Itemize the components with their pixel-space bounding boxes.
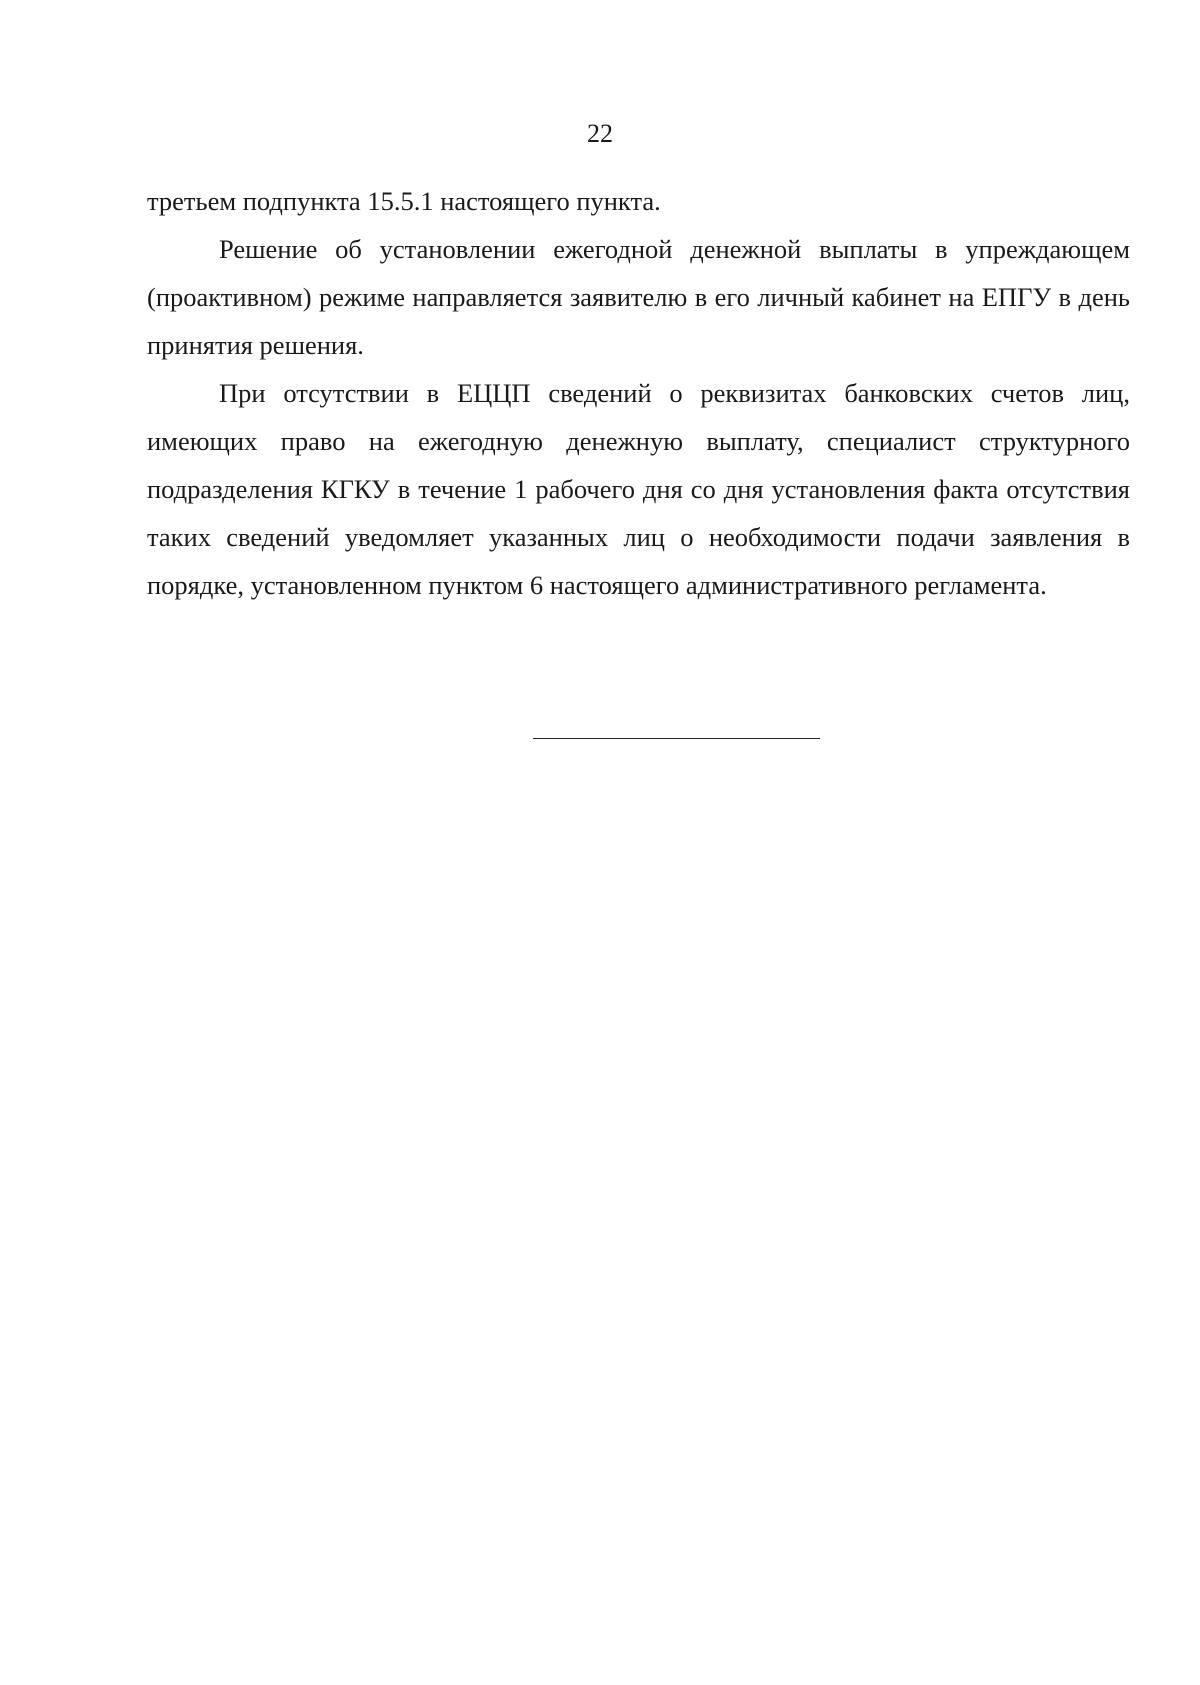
paragraph-continuation: третьем подпункта 15.5.1 настоящего пункта. [147, 186, 661, 216]
page-number: 22 [587, 119, 613, 148]
paragraph-bank-details-absence: При отсутствии в ЕЦЦП сведений о реквизитах банковских счетов лиц, имеющих право на ежегодную денежную выплату, специалист структурного подразделения КГКУ в течение 1 рабочего дня со дня установления факта отсутствия таких сведений уведомляет указанных лиц о необходимости подачи заявления в порядке, установленном пунктом 6 настоящего административного регламента. [147, 378, 1130, 600]
paragraph-decision-proactive: Решение об установлении ежегодной денежной выплаты в упреждающем (проактивном) режиме направляется заявителю в его личный кабинет на ЕПГУ в день принятия решения. [147, 234, 1130, 360]
end-of-text-divider [533, 738, 820, 739]
document-body [147, 177, 1130, 609]
